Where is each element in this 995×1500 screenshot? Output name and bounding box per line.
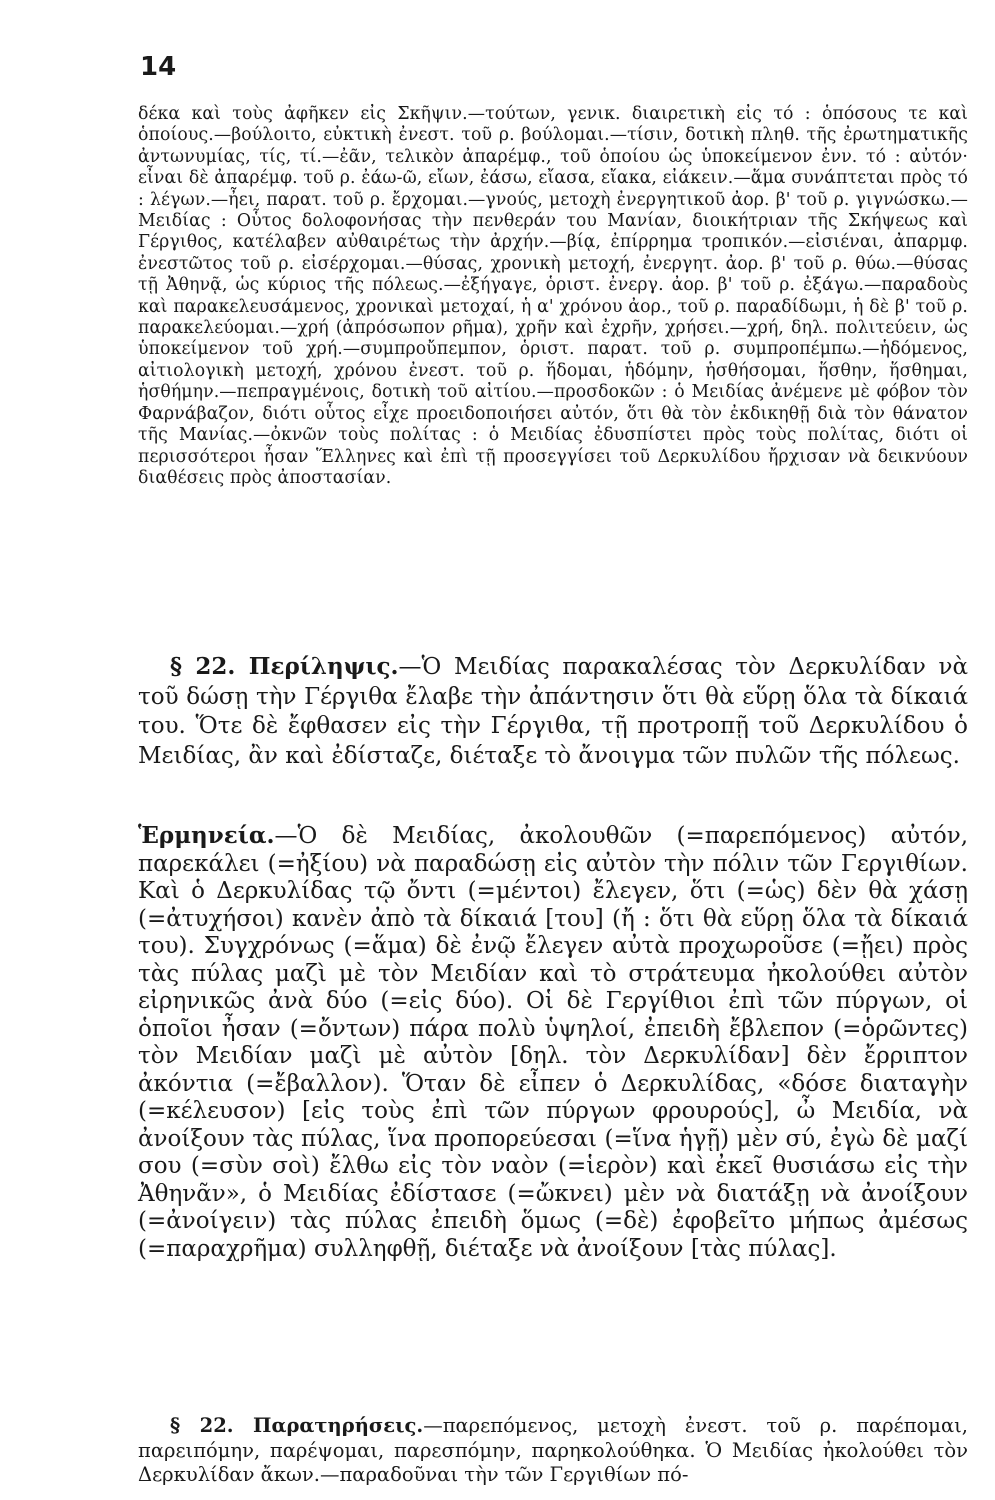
summary-text: —Ὁ Μειδίας παρακαλέσας τὸν Δερκυλίδαν νὰ τοῦ δώσῃ τὴν Γέργιθα ἔλαβε τὴν ἀπάντησιν ὅτι θὰ εὕρῃ ὅλα τὰ δίκαιά του. Ὅτε δὲ ἔφθασεν εἰς τὴν Γέργιθα, τῇ προτροπῇ τοῦ Δερκυλίδου ὁ Μειδίας, ἂν καὶ ἐδίσταζε, διέταξε τὸ ἄνοιγμα τῶν πυλῶν τῆς πόλεως. [138,654,968,769]
commentary-notes [138,104,968,489]
page-number: 14 [140,52,177,82]
interpretation-text: —Ὁ δὲ Μειδίας, ἀκολουθῶν (=παρεπόμενος) αὐτόν, παρεκάλει (=ἠξίου) νὰ παραδώσῃ εἰς αὐτὸν τὴν πόλιν τῶν Γεργιθίων. Καὶ ὁ Δερκυλίδας τῷ ὄντι (=μέντοι) ἔλεγεν, ὅτι (=ὡς) δὲν θὰ χάσῃ (=ἀτυχήσοι) κανὲν ἀπὸ τὰ δίκαιά [του] (ἤ : ὅτι θὰ εὕρῃ ὅλα τὰ δίκαιά του). Συγχρόνως (=ἅμα) δὲ ἐνῷ ἔλεγεν αὐτὰ προχωροῦσε (=ᾔει) πρὸς τὰς πύλας μαζὶ μὲ τὸν Μειδίαν καὶ τὸ στράτευμα ἠκολούθει αὐτὸν εἰρηνικῶς ἀνὰ δύο (=εἰς δύο). Οἱ δὲ Γεργίθιοι ἐπὶ τῶν πύργων, οἱ ὁποῖοι ἦσαν (=ὄντων) πάρα πολὺ ὑψηλοί, ἐπειδὴ ἔβλεπον (=ὁρῶντες) τὸν Μειδίαν μαζὶ μὲ αὐτὸν [δηλ. τὸν Δερκυλίδαν] δὲν ἔρριπτον ἀκόντια (=ἔβαλλον). Ὅταν δὲ εἶπεν ὁ Δερκυλίδας, «δόσε διαταγὴν (=κέλευσον) [εἰς τοὺς ἐπὶ τῶν πύργων φρουρούς], ὦ Μειδία, νὰ ἀνοίξουν τὰς πύλας, ἵνα προπορεύεσαι (=ἵνα ἡγῇ) μὲν σύ, ἐγὼ δὲ μαζί σου (=σὺν σοὶ) ἔλθω εἰς τὸν ναὸν (=ἱερὸν) καὶ ἐκεῖ θυσιάσω εἰς τὴν Ἀθηνᾶν», ὁ Μειδίας ἐδίστασε (=ὤκνει) μὲν νὰ διατάξῃ νὰ ἀνοίξουν (=ἀνοίγειν) τὰς πύλας ἐπειδὴ ὅμως (=δὲ) ἐφοβεῖτο μήπως ἀμέσως (=παραχρῆμα) συλληφθῇ, διέταξε νὰ ἀνοίξουν [τὰς πύλας]. [138,823,968,1262]
summary-paragraph [138,652,968,771]
remarks-section [138,1414,968,1488]
summary-heading: § 22. Περίληψις. [170,653,399,680]
remarks-paragraph [138,1414,968,1488]
interpretation-heading: Ἑρμηνεία. [138,822,275,849]
interpretation-paragraph [138,822,968,1263]
remarks-text: —παρεπόμενος, μετοχὴ ἐνεστ. τοῦ ρ. παρέπομαι, παρειπόμην, παρέψομαι, παρεσπόμην, παρηκολούθηκα. Ὁ Μειδίας ἠκολούθει τὸν Δερκυλίδαν ἄκων.—παραδοῦναι τὴν τῶν Γεργιθίων πό- [138,1414,968,1486]
remarks-heading: § 22. Παρατηρήσεις. [170,1414,424,1437]
interpretation-section [138,822,968,1263]
notes-paragraph: δέκα καὶ τοὺς ἀφῆκεν εἰς Σκῆψιν.—τούτων, γενικ. διαιρετικὴ εἰς τό : ὁπόσους τε καὶ ὁποίους.—βούλοιτο, εὐκτικὴ ἐνεστ. τοῦ ρ. βούλομαι.—τίσιν, δοτικὴ πληθ. τῆς ἐρωτηματικῆς ἀντωνυμίας, τίς, τί.—ἐᾶν, τελικὸν ἀπαρέμφ., τοῦ ὁποίου ὡς ὑποκείμενον ἐνν. τό : αὐτόν· εἶναι δὲ ἀπαρέμφ. τοῦ ρ. ἐάω-ῶ, εἴων, ἐάσω, εἴασα, εἴακα, εἰάκειν.—ἅμα συνάπτεται πρὸς τό : λέγων.—ἦει, παρατ. τοῦ ρ. ἔρχομαι.—γνούς, μετοχὴ ἐνεργητικοῦ ἀορ. β' τοῦ ρ. γιγνώσκω.—Μειδίας : Οὗτος δολοφονήσας τὴν πενθεράν του Μανίαν, διοικήτριαν τῆς Σκήψεως καὶ Γέργιθος, κατέλαβεν αὐθαιρέτως τὴν ἀρχήν.—βίᾳ, ἐπίρρημα τροπικόν.—εἰσιέναι, ἀπαρμφ. ἐνεστῶτος τοῦ ρ. εἰσέρχομαι.—θύσας, χρονικὴ μετοχή, ἐνεργητ. ἀορ. β' τοῦ ρ. θύω.—θύσας τῇ Ἀθηνᾷ, ὡς κύριος τῆς πόλεως.—ἐξήγαγε, ὁριστ. ἐνεργ. ἀορ. β' τοῦ ρ. ἐξάγω.—παραδοὺς καὶ παρακελευσάμενος, χρονικαὶ μετοχαί, ἡ α' χρόνου ἀορ., τοῦ ρ. παραδίδωμι, ἡ δὲ β' τοῦ ρ. παρακελεύομαι.—χρή (ἀπρόσωπον ρῆμα), χρῆν καὶ ἐχρῆν, χρήσει.—χρή, δηλ. πολιτεύειν, ὡς ὑποκείμενον τοῦ χρή.—συμπροὔπεμπον, ὁριστ. παρατ. τοῦ ρ. συμπροπέμπω.—ἡδόμενος, αἰτιολογικὴ μετοχή, χρόνου ἐνεστ. τοῦ ρ. ἥδομαι, ἡδόμην, ἡσθήσομαι, ἥσθην, ἥσθημαι, ἡσθήμην.—πεπραγμένοις, δοτικὴ τοῦ αἰτίου.—προσδοκῶν : ὁ Μειδίας ἀνέμενε μὲ φόβον τὸν Φαρνάβαζον, διότι οὗτος εἶχε προειδοποιήσει αὐτόν, ὅτι θὰ τὸν ἐκδικηθῇ διὰ τὸν θάνατον τῆς Μανίας.—ὀκνῶν τοὺς πολίτας : ὁ Μειδίας ἐδυσπίστει πρὸς τοὺς πολίτας, διότι οἱ περισσότεροι ἦσαν Ἕλληνες καὶ ἐπὶ τῇ προσεγγίσει τοῦ Δερκυλίδου ἤρχισαν νὰ δεικνύουν διαθέσεις πρὸς ἀποστασίαν. [138,104,968,488]
summary-section [138,652,968,771]
